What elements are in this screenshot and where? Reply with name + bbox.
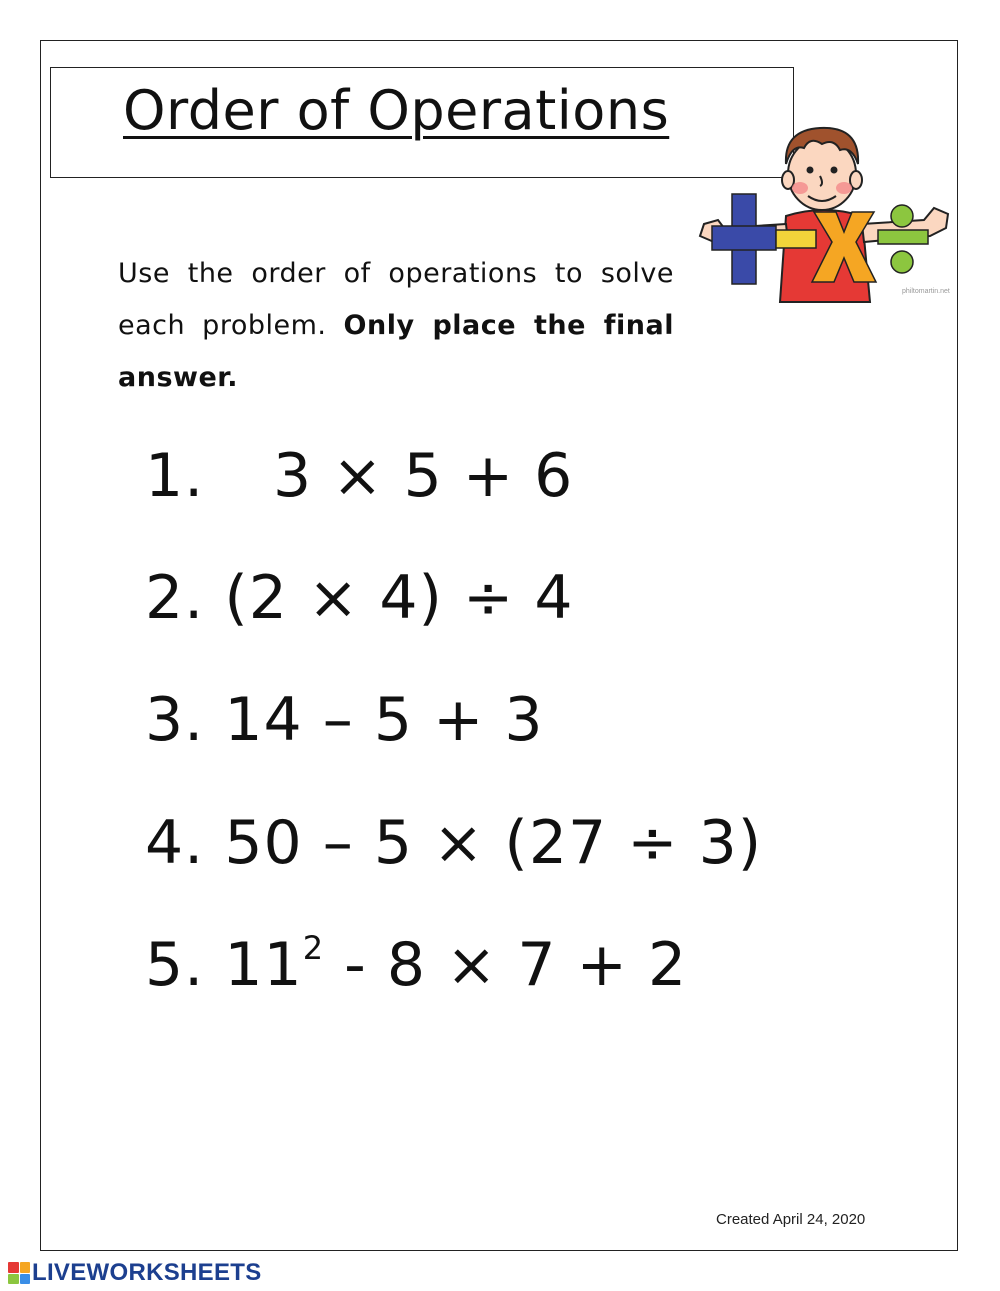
clipart-watermark: philtomartin.net — [902, 288, 950, 295]
problem-expression: 3 × 5 + 6 — [273, 441, 574, 511]
problem-number: 4. — [145, 808, 205, 878]
minus-symbol-icon — [776, 230, 816, 248]
problem-2 — [145, 558, 574, 638]
expression-rest: - 8 × 7 + 2 — [324, 930, 688, 1000]
instructions-bold: Only place the final answer. — [118, 310, 674, 393]
problem-number: 2. — [145, 563, 205, 633]
expression-base: 11 — [224, 930, 303, 1000]
instructions-regular: Use the order of operations to solve each problem. — [118, 258, 674, 341]
problem-number: 1. — [145, 441, 205, 511]
problem-expression — [224, 930, 687, 1000]
plus-symbol-icon — [712, 194, 776, 284]
divide-symbol-icon — [878, 205, 928, 273]
problem-3 — [145, 680, 544, 760]
problem-5 — [145, 925, 687, 1005]
problem-4 — [145, 803, 762, 883]
problem-expression: 50 – 5 × (27 ÷ 3) — [224, 808, 763, 878]
expression-exponent: 2 — [302, 929, 325, 967]
problem-expression: (2 × 4) ÷ 4 — [224, 563, 574, 633]
boy-with-math-symbols-illustration — [694, 124, 954, 304]
liveworksheets-logo[interactable] — [8, 1259, 262, 1287]
created-date: Created April 24, 2020 — [716, 1211, 866, 1228]
problem-expression: 14 – 5 + 3 — [224, 685, 544, 755]
problem-number: 5. — [145, 930, 205, 1000]
instructions-text — [118, 248, 674, 404]
worksheet-title: Order of Operations — [123, 79, 670, 142]
problem-1 — [145, 436, 573, 516]
logo-text: LIVEWORKSHEETS — [32, 1259, 262, 1286]
problem-number: 3. — [145, 685, 205, 755]
liveworksheets-logo-icon — [8, 1262, 30, 1284]
